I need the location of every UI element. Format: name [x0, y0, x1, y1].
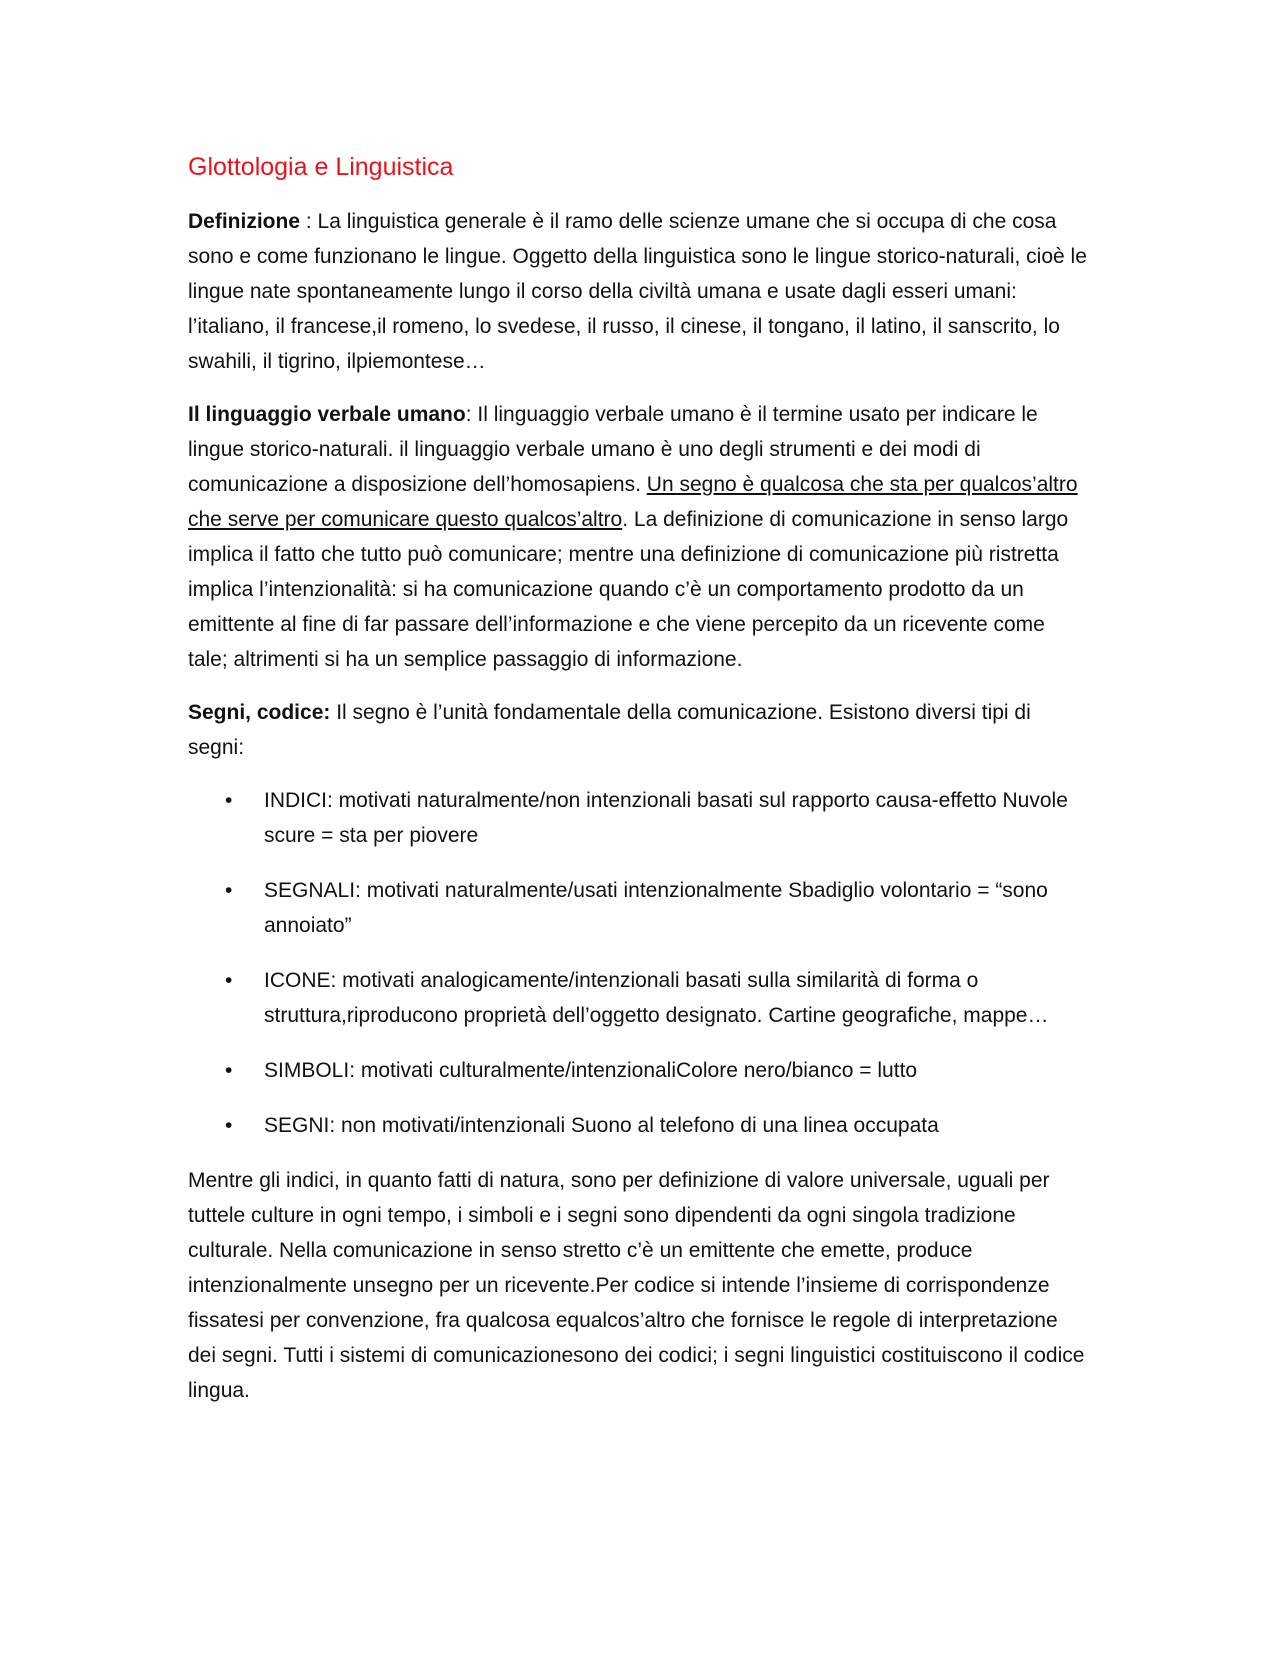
list-item-text: INDICI: motivati naturalmente/non intenzionali basati sul rapporto causa-effetto Nuvole scure = sta per piovere [264, 789, 1068, 847]
document-title: Glottologia e Linguistica [188, 153, 454, 181]
bullet-icon: • [225, 789, 233, 812]
bullet-icon: • [225, 879, 233, 902]
list-item-text: SEGNALI: motivati naturalmente/usati intenzionalmente Sbadiglio volontario = “sono annoiato” [264, 879, 1048, 937]
paragraph-conclusione: Mentre gli indici, in quanto fatti di natura, sono per definizione di valore universale, uguali per tuttele culture in ogni tempo, i simboli e i segni sono dipendenti da ogni singola tradizione culturale. Nella comunicazione in senso stretto c’è un emittente che emette, produce intenzionalmente unsegno per un ricevente.Per codice si intende l’insieme di corrispondenze fissatesi per convenzione, fra qualcosa equalcos’altro che fornisce le regole di interpretazione dei segni. Tutti i sistemi di comunicazionesono dei codici; i segni linguistici costituiscono il codice lingua. [188, 1169, 1085, 1402]
linguaggio-label: Il linguaggio verbale umano [188, 403, 466, 426]
list-item [188, 963, 1088, 1033]
linguaggio-text-after: . La definizione di comunicazione in senso largo implica il fatto che tutto può comunicare; mentre una definizione di comunicazione più ristretta implica l’intenzionalità: si ha comunicazione quando c’è un comportamento prodotto da un emittente al fine di far passare dell’informazione e che viene percepito da un ricevente come tale; altrimenti si ha un semplice passaggio di informazione. [188, 508, 1069, 671]
list-item-text: ICONE: motivati analogicamente/intenzionali basati sulla similarità di forma o struttura,riproducono proprietà dell’oggetto designato. Cartine geografiche, mappe… [264, 969, 1049, 1027]
sign-types-list [188, 783, 1088, 1143]
linguaggio-underlined-definition: Un segno è qualcosa che sta per qualcos’altro che serve per comunicare questo qualcos’altro [188, 473, 1078, 531]
paragraph-definizione [188, 204, 1088, 379]
segni-label: Segni, codice: [188, 701, 331, 724]
paragraph-linguaggio [188, 397, 1088, 677]
definizione-text: : La linguistica generale è il ramo delle scienze umane che si occupa di che cosa sono e come funzionano le lingue. Oggetto della linguistica sono le lingue storico-naturali, cioè le lingue nate spontaneamente lungo il corso della civiltà umana e usate dagli esseri umani: l’italiano, il francese,il romeno, lo svedese, il russo, il cinese, il tongano, il latino, il sanscrito, lo swahili, il tigrino, ilpiemontese… [188, 210, 1087, 373]
bullet-icon: • [225, 1114, 233, 1137]
list-item [188, 873, 1088, 943]
document-page [188, 150, 1088, 1426]
definizione-label: Definizione [188, 210, 301, 233]
linguaggio-text-before: : Il linguaggio verbale umano è il termine usato per indicare le lingue storico-naturali. il linguaggio verbale umano è uno degli strumenti e dei modi di comunicazione a disposizione dell’homosapiens. [188, 403, 1038, 496]
list-item [188, 783, 1088, 853]
list-item [188, 1108, 1088, 1143]
list-item [188, 1053, 1088, 1088]
list-item-text: SEGNI: non motivati/intenzionali Suono al telefono di una linea occupata [264, 1114, 939, 1137]
bullet-icon: • [225, 969, 233, 992]
bullet-icon: • [225, 1059, 233, 1082]
list-item-text: SIMBOLI: motivati culturalmente/intenzionaliColore nero/bianco = lutto [264, 1059, 918, 1082]
segni-text: Il segno è l’unità fondamentale della comunicazione. Esistono diversi tipi di segni: [188, 701, 1031, 759]
paragraph-segni [188, 695, 1088, 765]
